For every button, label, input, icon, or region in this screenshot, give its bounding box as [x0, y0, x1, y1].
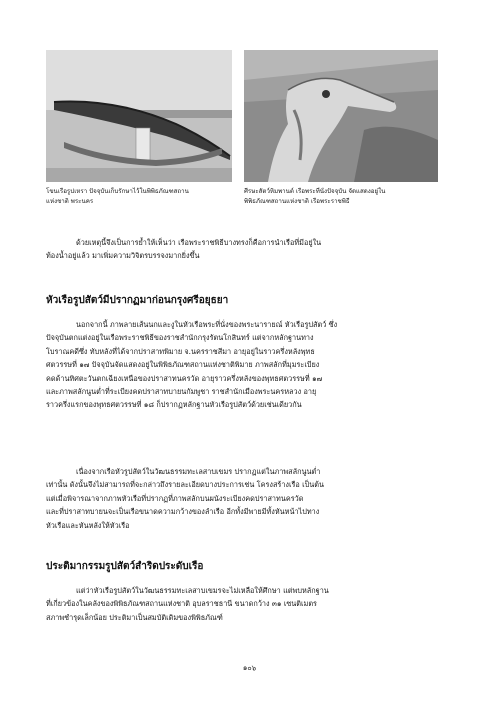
paragraph-line: และภาพสลักนูนต่ำที่ระเบียงคดปราสาทบายนกัมพูชา ราชสำนักเมืองพระนครหลวง อายุ: [46, 387, 317, 397]
paragraph-line: หัวเรือและหันหลังให้หัวเรือ: [46, 520, 130, 530]
paragraph-line: ด้วยเหตุนี้จึงเป็นการย้ำให้เห็นว่า เรือพระราชพิธีบางทรงก็คือการนำเรือที่มีอยู่ใน: [76, 238, 322, 247]
paragraph-body: [46, 318, 442, 412]
paragraph-intro: [46, 236, 442, 263]
paragraph-line: ปัจจุบันตกแต่งอยู่ในเรือพระราชพิธีของราชสำนักกรุงรัตนโกสินทร์ แต่จากหลักฐานทาง: [46, 333, 314, 343]
page-number: ๑๐๖: [242, 664, 257, 672]
caption-line: ศีรษะสัตว์หิมพานต์ เรือพระที่นั่งปัจจุบัน จัดแสดงอยู่ใน: [244, 188, 386, 195]
paragraph-body: [46, 584, 442, 624]
caption-line: แห่งชาติ พระนคร: [46, 198, 94, 205]
paragraph-line: สภาพชำรุดเล็กน้อย ประติมาเป็นสมบัติเดิมของพิพิธภัณฑ์: [46, 612, 223, 622]
paragraph-line: แต่ว่าหัวเรือรูปสัตว์ในวัฒนธรรมทะเลสาบเขมรจะไม่เหลือให้ศึกษา แต่พบหลักฐาน: [76, 586, 329, 595]
figurehead-photo-right: [244, 50, 438, 182]
photo-caption-left: [46, 187, 232, 207]
paragraph-line: คดด้านทิศตะวันตกเฉียงเหนือของปราสาทนครวัด อายุราวครึ่งหลังของพุทธศตวรรษที่ ๑๗: [46, 373, 323, 383]
section-heading: ประติมากรรมรูปสัตว์สำริดประดับเรือ: [46, 561, 204, 572]
paragraph-line: เนื่องจากเรือหัวรูปสัตว์ในวัฒนธรรมทะเลสาบเขมร ปรากฏแต่ในภาพสลักนูนต่ำ: [76, 467, 321, 476]
caption-line: โขนเรือรูปเหรา ปัจจุบันเก็บรักษาไว้ในพิพิธภัณฑสถาน: [46, 188, 189, 195]
paragraph-line: และที่ปราสาทบายนจะเป็นเรือขนาดความกว้างของลำเรือ อีกทั้งมีพายมีทั้งหันหน้าไปทาง: [46, 507, 320, 517]
paragraph-line: โบราณคดีซึ่ง ทับหลังที่ได้จากปราสาทพิมาย จ.นครราชสีมา อายุอยู่ในราวครึ่งหลังพุทธ: [46, 346, 315, 356]
boat-photo-left: [46, 50, 232, 182]
caption-line: พิพิธภัณฑสถานแห่งชาติ เรือพระราชพิธี: [244, 198, 350, 205]
section-heading: หัวเรือรูปสัตว์มีปรากฏมาก่อนกรุงศรีอยุธยา: [46, 295, 229, 306]
photo-caption-right: [244, 187, 438, 207]
paragraph-body: [46, 465, 442, 532]
paragraph-line: ท้องน้ำอยู่แล้ว มาเพิ่มความวิจิตรบรรจงมากยิ่งขึ้น: [46, 251, 200, 261]
paragraph-line: นอกจากนี้ ภาพลายเส้นนกและงูในหัวเรือพระที่นั่งของพระนารายณ์ หัวเรือรูปสัตว์ ซึ่ง: [76, 320, 338, 329]
paragraph-line: ที่เกี่ยวข้องในคลังของพิพิธภัณฑสถานแห่งชาติ อุบลราชธานี ขนาดกว้าง ๓๑ เซนติเมตร: [46, 599, 317, 609]
paragraph-line: เท่านั้น ดังนั้นจึงไม่สามารถที่จะกล่าวถึงรายละเอียดบางประการเช่น โครงสร้างเรือ เป็นต้น: [46, 480, 324, 490]
paragraph-line: แต่เมื่อพิจารณาจากภาพหัวเรือที่ปรากฏที่ภาพสลักบนผนังระเบียงคดปราสาทนครวัด: [46, 493, 304, 503]
paragraph-line: ราวครึ่งแรกของพุทธศตวรรษที่ ๑๘ ก็ปรากฏหลักฐานหัวเรือรูปสัตว์ด้วยเช่นเดียวกัน: [46, 400, 302, 410]
paragraph-line: ศตวรรษที่ ๑๗ ปัจจุบันจัดแสดงอยู่ในพิพิธภัณฑสถานแห่งชาติพิมาย ภาพสลักที่มุมระเบียง: [46, 360, 320, 370]
